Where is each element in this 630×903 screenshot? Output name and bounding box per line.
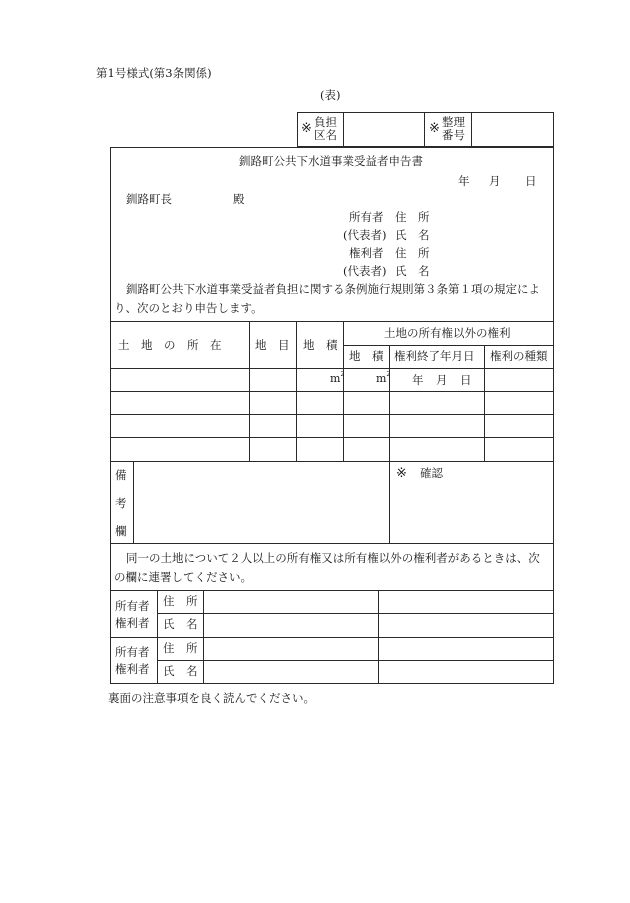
sub-kind-header: 権利の種類 [490,349,548,363]
date-month[interactable]: 月 [489,174,501,188]
honorific: 殿 [233,192,245,206]
joint-2-address-label: 住 所 [163,641,198,655]
joint-1-address-input[interactable] [204,591,553,612]
row-month: 月 [436,373,448,387]
chimoku-row-input[interactable] [250,369,295,460]
remarks-input[interactable] [135,463,387,541]
footer-note: 裏面の注意事項を良く読んでください。 [108,691,315,705]
owner-address-label: 住 所 [395,210,430,224]
rights-name-label: 氏 名 [395,264,430,278]
confirm-kome-mark: ※ [396,466,407,481]
col-chimoku-header: 地 目 [255,338,290,352]
burden-area-label: 負担 区名 [314,115,337,142]
row-day: 日 [460,373,472,387]
joint-1-name-label: 氏 名 [163,617,198,631]
col-location-header: 土 地 の 所 在 [118,338,222,352]
date-year[interactable]: 年 [458,174,470,188]
joint-1-name-input[interactable] [204,614,553,636]
remarks-label-3: 欄 [115,524,127,538]
addressee: 釧路町長 [126,192,172,206]
row-year: 年 [412,373,424,387]
remarks-label-1: 備 [115,468,127,482]
rights-row-input[interactable] [344,369,553,460]
owner-name-label: 氏 名 [395,228,430,242]
form-title: 釧路町公共下水道事業受益者申告書 [239,154,423,168]
rights-holder-label: 権利者 [349,246,384,260]
seiri-number-input[interactable] [473,114,552,145]
land-row-input[interactable] [111,369,248,460]
owner-rep-label: (代表者) [343,228,387,242]
form-side-label: (表) [320,88,341,102]
remarks-label-2: 考 [115,496,127,510]
declaration-text: 釧路町公共下水道事業受益者負担に関する条例施行規則第３条第１項の規定により、次のとおり申告します。 [114,282,540,315]
joint-1-owner-rights-label: 所有者 権利者 [115,599,150,630]
joint-2-name-label: 氏 名 [163,664,198,678]
sub-area-header: 地 積 [349,349,384,363]
kome-mark-1: ※ [301,121,312,136]
owner-label: 所有者 [349,210,384,224]
rights-address-label: 住 所 [395,246,430,260]
sub-end-date-header: 権利終了年月日 [394,349,475,363]
seiri-number-label: 整理 番号 [442,115,465,142]
col-other-rights-header: 土地の所有権以外の権利 [384,326,511,340]
joint-1-address-label: 住 所 [163,594,198,608]
rights-rep-label: (代表者) [343,264,387,278]
confirm-label: 確認 [420,466,443,480]
joint-signature-note: 同一の土地について２人以上の所有権又は所有権以外の権利者があるときは、次の欄に連署してください。 [114,551,540,584]
unit-m2-sub-area: $m^2$ [376,371,391,385]
joint-2-owner-rights-label: 所有者 権利者 [115,645,150,676]
unit-m2-area: $m^2$ [330,371,345,385]
burden-area-input[interactable] [345,114,422,145]
col-area-header: 地 積 [303,338,338,352]
area-row-input[interactable] [297,369,345,460]
form-number: 第1号様式(第3条関係) [96,66,212,80]
joint-2-address-input[interactable] [204,638,553,659]
joint-2-name-input[interactable] [204,661,553,683]
date-day[interactable]: 日 [525,174,537,188]
kome-mark-2: ※ [429,121,440,136]
